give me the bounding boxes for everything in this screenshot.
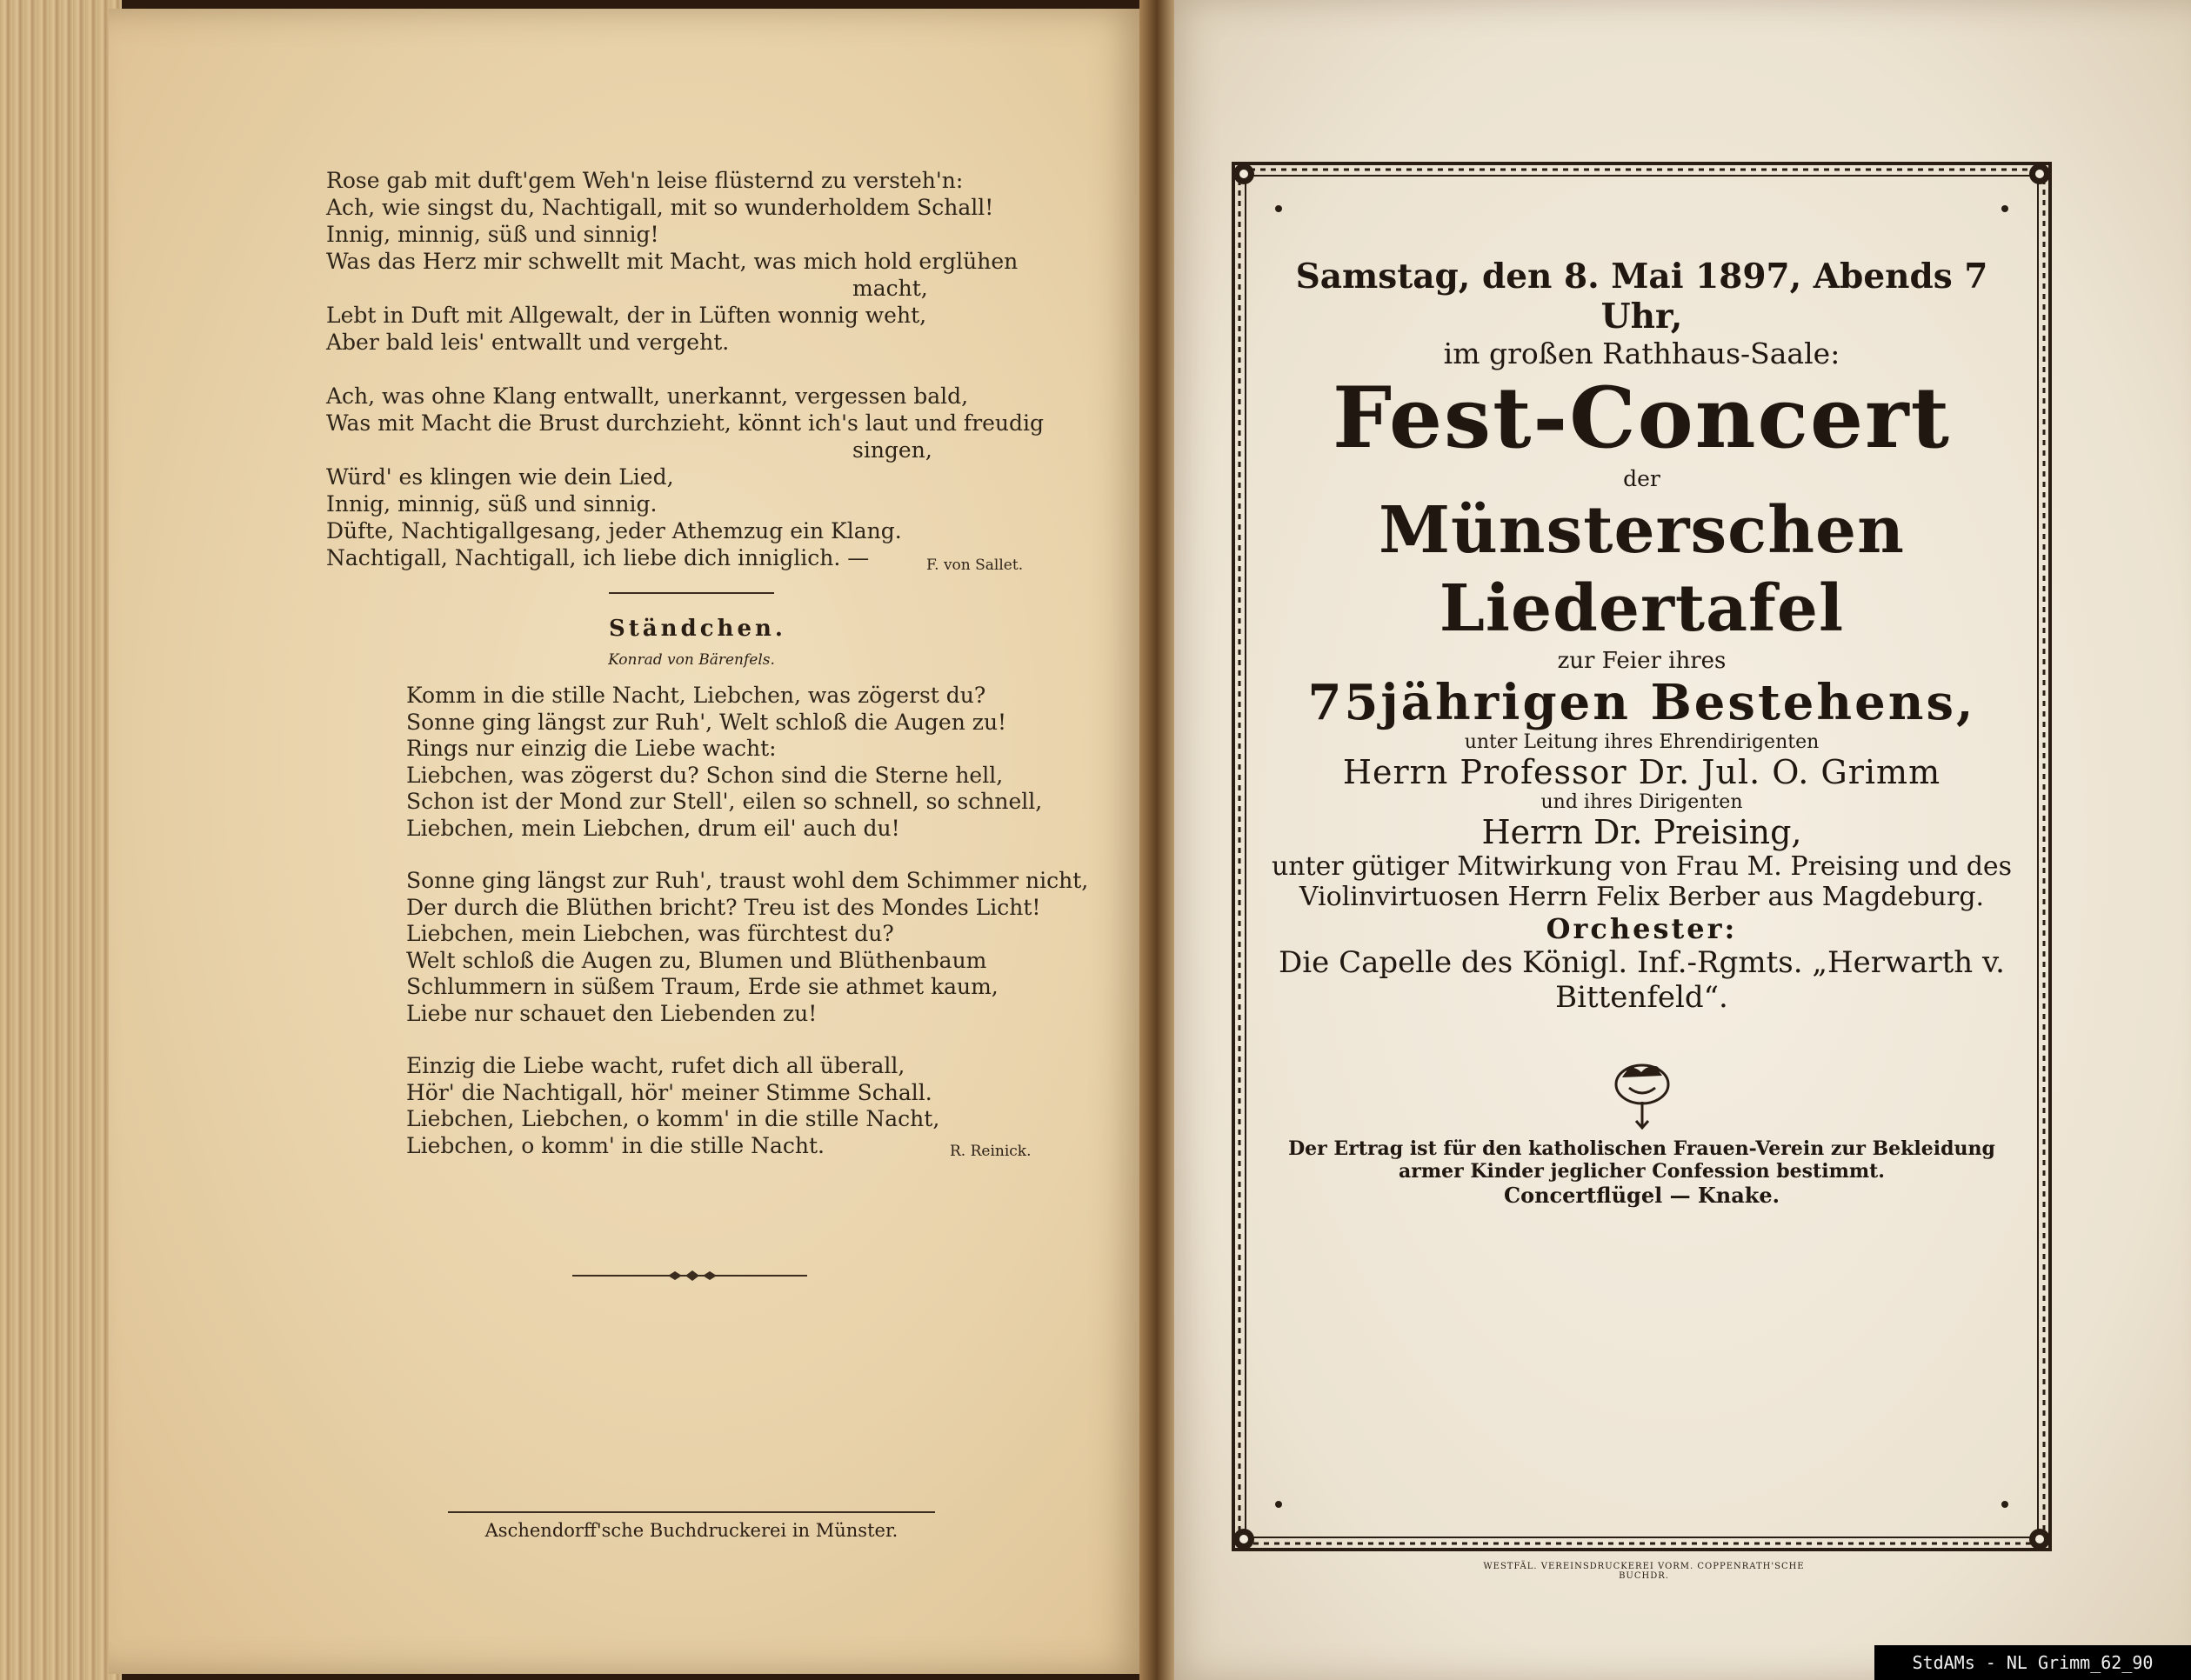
poem-line: Würd' es klingen wie dein Lied, [326,464,674,490]
archive-watermark: StdAMs - NL Grimm_62_90 [1874,1645,2191,1680]
poem-line: Düfte, Nachtigallgesang, jeder Athemzug ein Klang. [326,518,902,543]
printer-imprint: Aschendorff'sche Buchdruckerei in Münster. [448,1511,935,1541]
poem-line: macht, [852,276,928,301]
honorary-conductor: Herrn Professor Dr. Jul. O. Grimm [1342,753,1941,791]
poem-line: Liebe nur schauet den Liebenden zu! [406,1000,818,1026]
orchestra-heading: Orchester: [1546,912,1738,945]
occasion-intro: zur Feier ihres [1557,648,1727,674]
orchestra-name: Die Capelle des Königl. Inf.-Rgmts. „Herwarth v. Bittenfeld“. [1279,945,2005,1015]
poem-line: Schlummern in süßem Traum, Erde sie athmet kaum, [406,974,999,999]
society-name: Münsterschen Liedertafel [1379,493,1905,646]
poem-author: F. von Sallet. [926,557,1024,574]
anniversary: 75jährigen Bestehens, [1307,674,1976,731]
bird-emblem-icon [1612,1051,1673,1134]
conductor-intro: unter Leitung ihres Ehrendirigenten [1464,731,1820,753]
poem-line: Liebchen, mein Liebchen, was fürchtest du? [406,921,894,946]
poem-author: R. Reinick. [950,1143,1032,1160]
program-title: Fest-Concert [1333,369,1951,467]
poem-line: Sonne ging längst zur Ruh', Welt schloß die Augen zu! [406,709,1007,735]
poem-line: Der durch die Blüthen bricht? Treu ist des Mondes Licht! [406,894,1041,920]
poem-nachtigall [326,167,1074,571]
poem-line: Einzig die Liebe wacht, rufet dich all überall, [406,1053,905,1078]
stanza-gap [326,356,1074,383]
event-venue: im großen Rathhaus-Saale: [1443,337,1840,370]
poem-line: Was mit Macht die Brust durchzieht, könnt ich's laut und freudig [326,410,1045,436]
poem-line: Was das Herz mir schwellt mit Macht, was mich hold erglühen [326,249,1019,274]
poem-line: Rings nur einzig die Liebe wacht: [406,736,777,761]
poem-line: Ach, wie singst du, Nachtigall, mit so wunderholdem Schall! [326,195,994,220]
poem-line: Innig, minnig, süß und sinnig. [326,491,658,517]
stanza-gap [406,842,1085,868]
proceeds-note-1: Der Ertrag ist für den katholischen Frauen-Verein zur Bekleidung [1288,1137,1995,1160]
director-intro: und ihres Dirigenten [1540,791,1743,813]
poem-line: Sonne ging längst zur Ruh', traust wohl dem Schimmer nicht, [406,868,1089,893]
poem-line: Liebchen, was zögerst du? Schon sind die Sterne hell, [406,762,1004,788]
section-divider [609,592,774,594]
poem-staendchen [406,683,1089,1159]
soloists-line-1: unter gütiger Mitwirkung von Frau M. Preising und des [1271,851,2013,882]
poem-line: Liebchen, mein Liebchen, drum eil' auch du! [406,815,900,841]
poem-line: Aber bald leis' entwallt und vergeht. [326,330,730,355]
poem-line: Schon ist der Mond zur Stell', eilen so schnell, so schnell, [406,789,1043,814]
poem-line: Hör' die Nachtigall, hör' meiner Stimme Schall. [406,1079,932,1105]
poem-line: Liebchen, o komm' in die stille Nacht. [406,1132,825,1158]
poem-line: Liebchen, Liebchen, o komm' in die stille Nacht, [406,1106,940,1131]
poem-line: singen, [852,437,932,463]
song-title: Ständchen. [609,616,786,642]
poem-line: Ach, was ohne Klang entwallt, unerkannt, vergessen bald, [326,383,969,409]
poem-line: Nachtigall, Nachtigall, ich liebe dich inniglich. — [326,545,870,570]
concert-program [1252,257,2031,1208]
page-edges [0,0,122,1680]
poem-line: Rose gab mit duft'gem Weh'n leise flüsternd zu versteh'n: [326,168,964,193]
poem-line: Welt schloß die Augen zu, Blumen und Blüthenbaum [406,947,987,973]
event-date: Samstag, den 8. Mai 1897, Abends 7 Uhr, [1295,257,1988,337]
printer-imprint-right: WESTFÄL. VEREINSDRUCKEREI VORM. COPPENRATH'SCHE BUCHDR. [1483,1562,1805,1581]
director-name: Herrn Dr. Preising, [1481,813,1802,851]
proceeds-note-2: armer Kinder jeglicher Confession bestimmt. [1399,1160,1885,1183]
soloists-line-2: Violinvirtuosen Herrn Felix Berber aus Magdeburg. [1299,882,1985,912]
book-gutter [1139,0,1174,1680]
poem-line: Lebt in Duft mit Allgewalt, der in Lüften wonnig weht, [326,303,927,328]
poem-line: Komm in die stille Nacht, Liebchen, was zögerst du? [406,683,986,708]
song-subtitle: Konrad von Bärenfels. [608,651,775,669]
piano-note: Concertflügel — Knake. [1503,1183,1780,1208]
divider-ornament [572,1270,807,1282]
stanza-gap [406,1027,1085,1053]
title-connector: der [1623,466,1660,491]
poem-line: Innig, minnig, süß und sinnig! [326,222,659,247]
